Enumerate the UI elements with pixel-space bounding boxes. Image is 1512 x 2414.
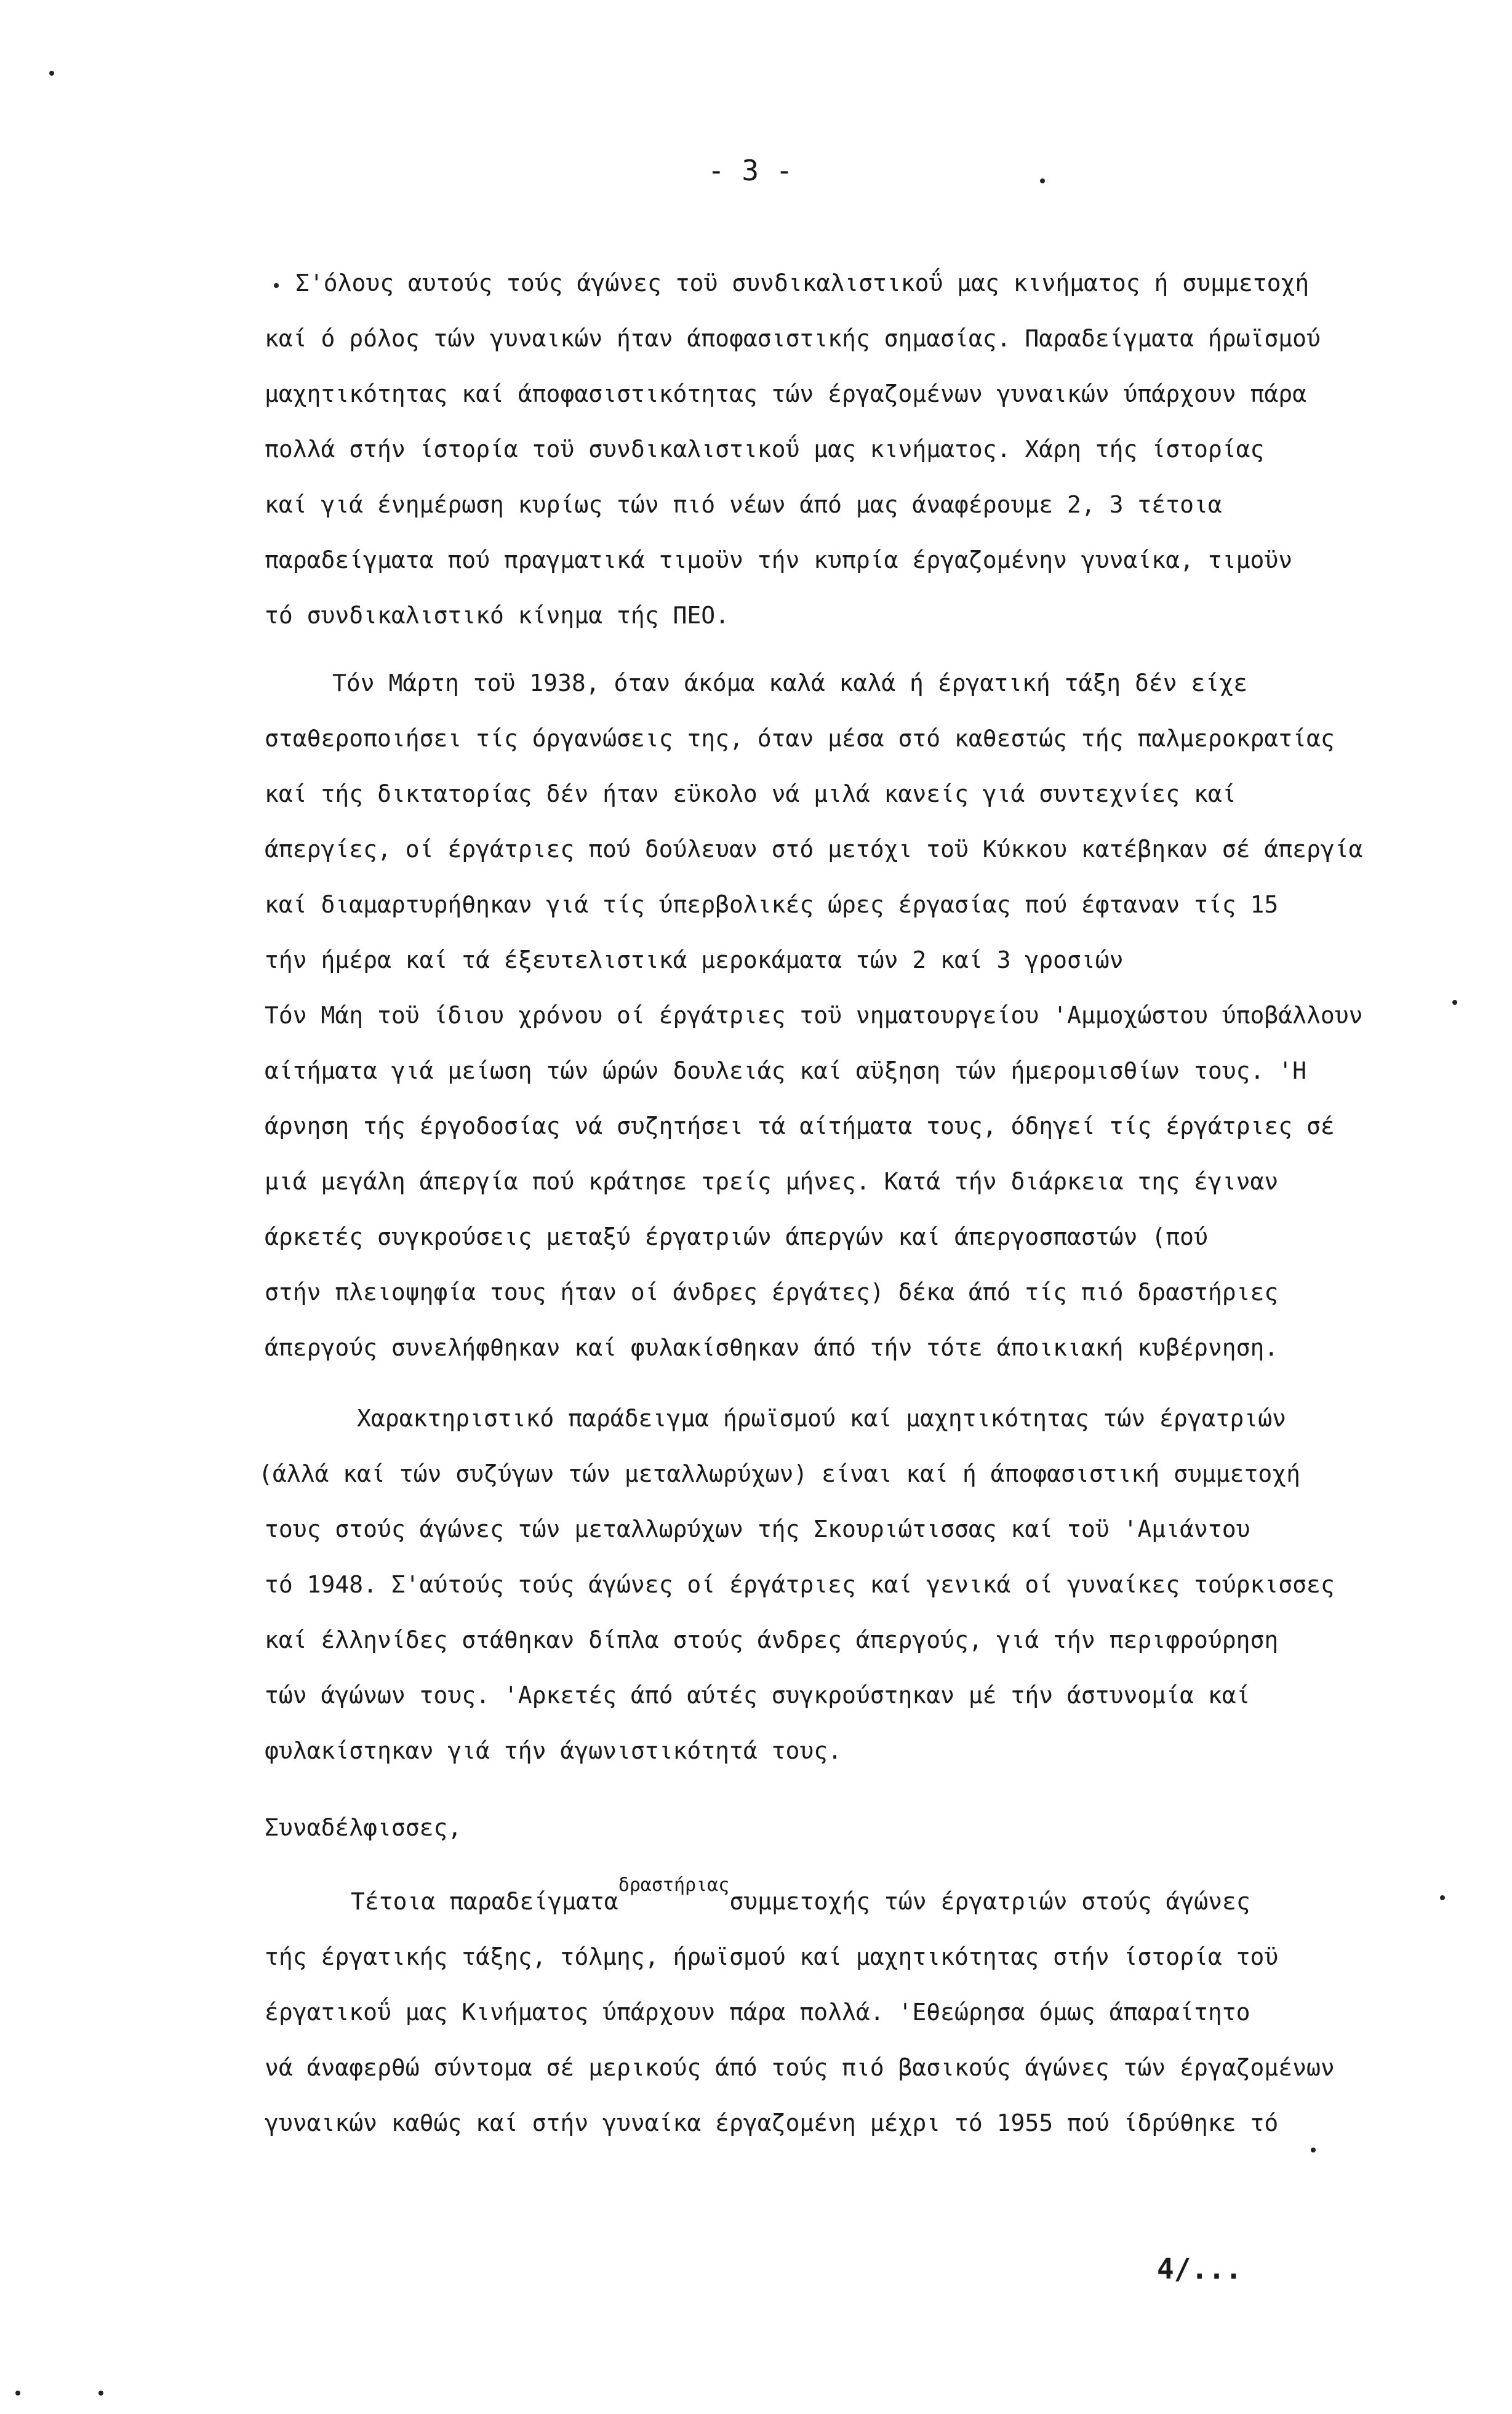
text-line: τό 1948. Σ'αύτούς τούς άγώνες οί έργάτριες καί γενικά οί γυναίκες τούρκισσες xyxy=(265,1571,1335,1598)
page-number: - 3 - xyxy=(708,154,793,187)
text-line: γυναικών καθώς καί στήν γυναίκα έργαζομένη μέχρι τό 1955 πού ίδρύθηκε τό xyxy=(265,2109,1279,2136)
text-line: μιά μεγάλη άπεργία πού κράτησε τρείς μήνες. Κατά τήν διάρκεια της έγιναν xyxy=(265,1168,1279,1195)
superscript-word: δραστήριας xyxy=(618,1874,730,1896)
text-line: Χαρακτηριστικό παράδειγμα ήρωϊσμού καί μαχητικότητας τών έργατριών xyxy=(357,1405,1286,1432)
text-line: τους στούς άγώνες τών μεταλλωρύχων τής Σκουριώτισσας καί τοϋ 'Αμιάντου xyxy=(265,1516,1250,1543)
text-line: φυλακίστηκαν γιά τήν άγωνιστικότητά τους. xyxy=(265,1737,842,1764)
scan-speck xyxy=(1311,2148,1316,2152)
text-segment: Τέτοια παραδείγματα xyxy=(351,1888,618,1915)
text-line: παραδείγματα πού πραγματικά τιμοϋν τήν κυπρία έργαζομένην γυναίκα, τιμοϋν xyxy=(265,546,1293,574)
text-line: τής έργατικής τάξης, τόλμης, ήρωϊσμού καί μαχητικότητας στήν ίστορία τοϋ xyxy=(265,1943,1279,1970)
scan-speck xyxy=(15,2391,20,2396)
text-line: άρκετές συγκρούσεις μεταξύ έργατριών άπεργών καί άπεργοσπαστών (πού xyxy=(265,1223,1208,1250)
text-line: Τόν Μάη τοϋ ίδιου χρόνου οί έργάτριες τοϋ νηματουργείου 'Αμμοχώστου ύποβάλλουν xyxy=(265,1002,1363,1029)
text-line: στήν πλειοψηφία τους ήταν οί άνδρες έργάτες) δέκα άπό τίς πιό δραστήριες xyxy=(265,1279,1279,1306)
text-line: νά άναφερθώ σύντομα σέ μερικούς άπό τούς πιό βασικούς άγώνες τών έργαζομένων xyxy=(265,2054,1335,2081)
text-line: (άλλά καί τών συζύγων τών μεταλλωρύχων) είναι καί ή άποφασιστική συμμετοχή xyxy=(258,1460,1300,1487)
text-line: άρνηση τής έργοδοσίας νά συζητήσει τά αίτήματα τους, όδηγεί τίς έργάτριες σέ xyxy=(265,1113,1335,1140)
scan-speck xyxy=(274,283,279,288)
text-line: τήν ήμέρα καί τά έξευτελιστικά μεροκάματα τών 2 καί 3 γροσιών xyxy=(265,946,1124,973)
text-line: καί τής δικτατορίας δέν ήταν εϋκολο νά μιλά κανείς γιά συντεχνίες καί xyxy=(265,780,1236,807)
text-line: σταθεροποιήσει τίς όργανώσεις της, όταν μέσα στό καθεστώς τής παλμεροκρατίας xyxy=(265,725,1335,752)
salutation: Συναδέλφισσες, xyxy=(265,1814,462,1841)
continuation-marker: 4/... xyxy=(1157,2252,1242,2285)
scan-speck xyxy=(1452,1000,1457,1005)
text-segment: συμμετοχής τών έργατριών στούς άγώνες xyxy=(729,1888,1250,1915)
text-line: καί γιά ένημέρωση κυρίως τών πιό νέων άπό μας άναφέρουμε 2, 3 τέτοια xyxy=(265,491,1222,518)
text-line: μαχητικότητας καί άποφασιστικότητας τών έργαζομένων γυναικών ύπάρχουν πάρα xyxy=(265,380,1306,407)
text-line: έργατικοΰ μας Κινήματος ύπάρχουν πάρα πολλά. 'Εθεώρησα όμως άπαραίτητο xyxy=(265,1999,1250,2026)
text-line: Τόν Μάρτη τοϋ 1938, όταν άκόμα καλά καλά ή έργατική τάξη δέν είχε xyxy=(332,669,1248,697)
text-line: καί διαμαρτυρήθηκαν γιά τίς ύπερβολικές ώρες έργασίας πού έφταναν τίς 15 xyxy=(265,891,1279,918)
text-line: τών άγώνων τους. 'Αρκετές άπό αύτές συγκρούστηκαν μέ τήν άστυνομία καί xyxy=(265,1682,1250,1709)
scan-speck xyxy=(98,2391,103,2396)
text-line: καί ό ρόλος τών γυναικών ήταν άποφασιστικής σημασίας. Παραδείγματα ήρωϊσμού xyxy=(265,325,1321,352)
scan-speck xyxy=(1040,178,1045,183)
text-line: πολλά στήν ίστορία τοϋ συνδικαλιστικοΰ μας κινήματος. Χάρη τής ίστορίας xyxy=(265,436,1265,463)
text-line: Σ'όλους αυτούς τούς άγώνες τοϋ συνδικαλιστικοΰ μας κινήματος ή συμμετοχή xyxy=(295,270,1310,297)
scan-speck xyxy=(49,71,54,76)
text-line: αίτήματα γιά μείωση τών ώρών δουλειάς καί αϋξηση τών ήμερομισθίων τους. 'Η xyxy=(265,1057,1306,1084)
text-line: καί έλληνίδες στάθηκαν δίπλα στούς άνδρες άπεργούς, γιά τήν περιφρούρηση xyxy=(265,1626,1279,1653)
scan-speck xyxy=(1440,1895,1445,1900)
text-line: άπεργούς συνελήφθηκαν καί φυλακίσθηκαν άπό τήν τότε άποικιακή κυβέρνηση. xyxy=(265,1334,1279,1361)
text-line: τό συνδικαλιστικό κίνημα τής ΠΕΟ. xyxy=(265,602,729,629)
text-line: άπεργίες, οί έργάτριες πού δούλευαν στό μετόχι τοϋ Κύκκου κατέβηκαν σέ άπεργία xyxy=(265,836,1363,863)
